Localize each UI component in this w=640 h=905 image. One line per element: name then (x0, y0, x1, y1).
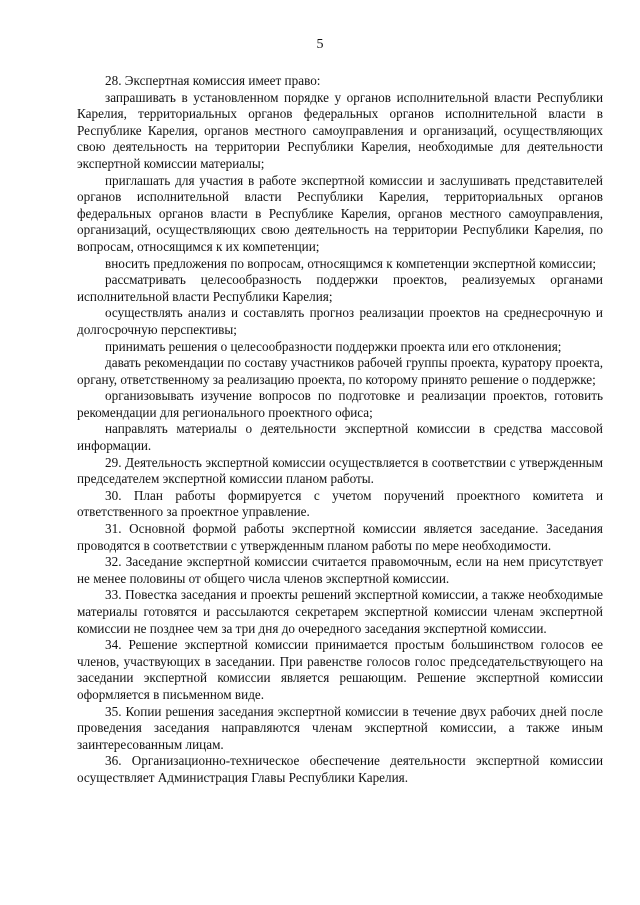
paragraph-review-feasibility: рассматривать целесообразность поддержки проектов, реализуемых органами исполнительной власти Республики Карелия; (77, 272, 603, 304)
paragraph-30: 30. План работы формируется с учетом поручений проектного комитета и ответственного за проектное управление. (77, 487, 603, 520)
paragraph-35: 35. Копии решения заседания экспертной комиссии в течение двух рабочих дней после проведения заседания направляются членам экспертной комиссии, а также иным заинтересованным лицам. (77, 703, 603, 752)
paragraph-33: 33. Повестка заседания и проекты решений экспертной комиссии, а также необходимые материалы готовятся и рассылаются секретарем экспертной комиссии членам экспертной комиссии не позднее чем за три дня до очередного заседания экспертной комиссии. (77, 587, 603, 636)
paragraph-decide-support: принимать решения о целесообразности поддержки проекта или его отклонения; (105, 338, 562, 354)
paragraph-34: 34. Решение экспертной комиссии принимается простым большинством голосов ее членов, участвующих в заседании. При равенстве голосов голос председательствующего на заседании экспертной комиссии является решающим. Решение экспертной комиссии оформляется в письменном виде. (77, 637, 603, 702)
paragraph-organize-study: организовывать изучение вопросов по подготовке и реализации проектов, готовить рекомендации для регионального проектного офиса; (77, 388, 603, 420)
paragraph-invite-representatives: приглашать для участия в работе экспертной комиссии и заслушивать представителей органов исполнительной власти Республики Карелия, территориальных органов федеральных органов власти в Республике Карелия, органов местного самоуправления, организаций, осуществляющих свою деятельность на территории Республики Карелия, по вопросам, относящимся к их компетенции; (77, 172, 603, 254)
paragraph-31: 31. Основной формой работы экспертной комиссии является заседание. Заседания проводятся в соответствии с утвержденным планом работы по мере необходимости. (77, 521, 603, 553)
paragraph-29: 29. Деятельность экспертной комиссии осуществляется в соответствии с утвержденным председателем экспертной комиссии планом работы. (77, 454, 603, 487)
page-number: 5 (316, 37, 324, 52)
document-body (77, 73, 603, 787)
paragraph-request-materials: запрашивать в установленном порядке у органов исполнительной власти Республики Карелия, территориальных органов федеральных органов исполнительной власти в Республике Карелия, органов местного самоуправления и организаций, осуществляющих свою деятельность на территории Республики Карелия, необходимые для деятельности экспертной комиссии материалы; (77, 89, 603, 171)
paragraph-28: 28. Экспертная комиссия имеет право: (105, 73, 321, 88)
paragraph-recommendations: давать рекомендации по составу участников рабочей группы проекта, куратору проекта, органу, ответственному за реализацию проекта, по которому принято решение о поддержке; (77, 355, 603, 387)
paragraph-36: 36. Организационно-техническое обеспечение деятельности экспертной комиссии осуществляет Администрация Главы Республики Карелия. (77, 753, 603, 785)
paragraph-make-proposals: вносить предложения по вопросам, относящимся к компетенции экспертной комиссии; (105, 255, 597, 271)
paragraph-32: 32. Заседание экспертной комиссии считается правомочным, если на нем присутствует не менее половины от общего числа членов экспертной комиссии. (77, 554, 603, 586)
paragraph-media: направлять материалы о деятельности экспертной комиссии в средства массовой информации. (77, 421, 603, 454)
paragraph-analysis-forecast: осуществлять анализ и составлять прогноз реализации проектов на среднесрочную и долгосрочную перспективы; (77, 305, 603, 337)
